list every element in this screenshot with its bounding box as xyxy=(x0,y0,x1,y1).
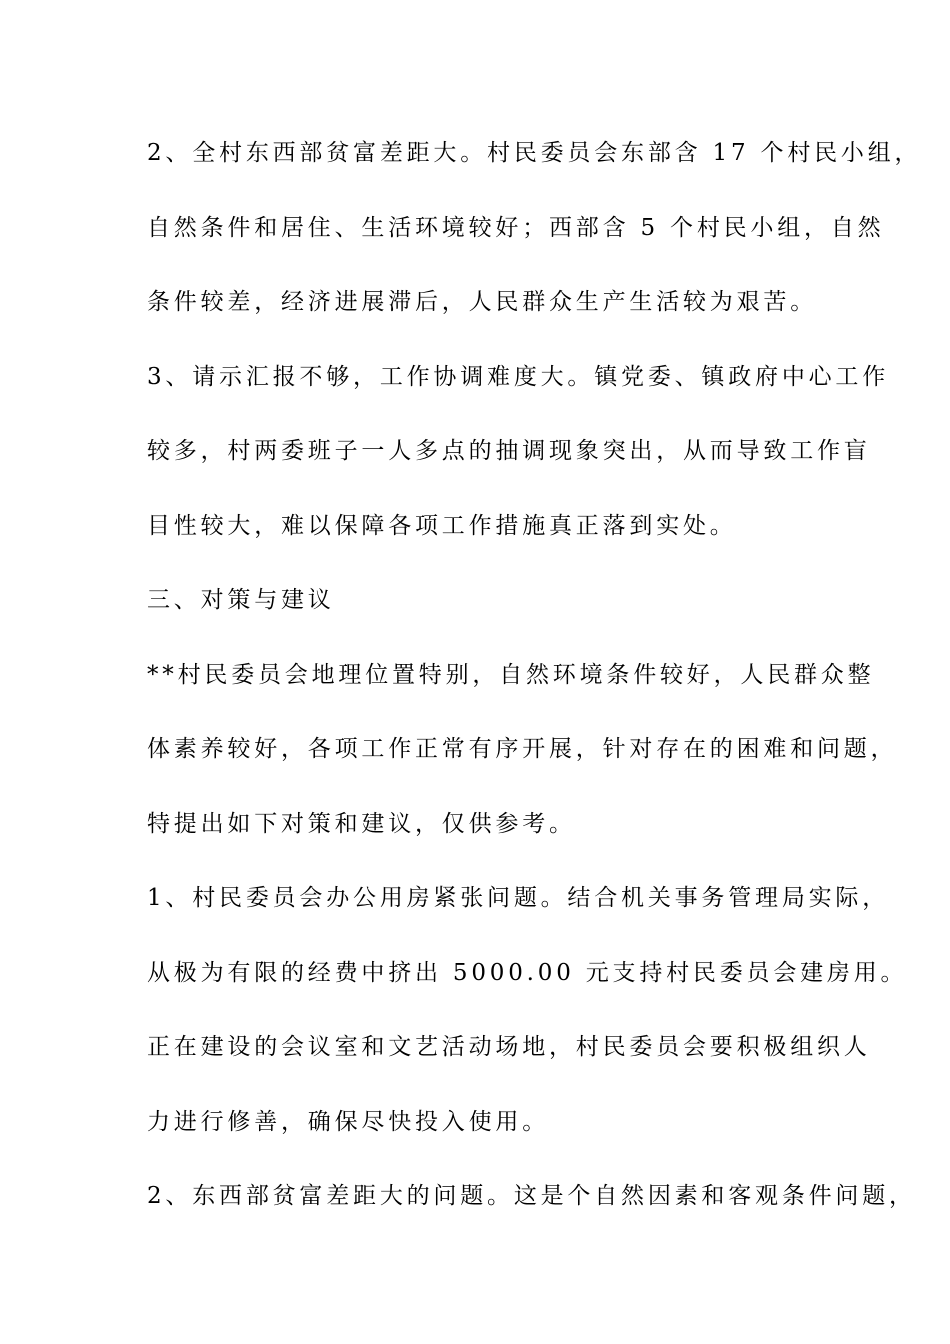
text-line: 1、村民委员会办公用房紧张问题。结合机关事务管理局实际， xyxy=(147,885,890,911)
text-line: 条件较差，经济进展滞后，人民群众生产生活较为艰苦。 xyxy=(147,289,817,315)
text-line: 正在建设的会议室和文艺活动场地，村民委员会要积极组织人 xyxy=(147,1034,871,1060)
text-line: 3、请示汇报不够，工作协调难度大。镇党委、镇政府中心工作 xyxy=(147,363,890,390)
text-line: **村民委员会地理位置特别，自然环境条件较好，人民群众整 xyxy=(147,661,875,688)
text-line: 较多，村两委班子一人多点的抽调现象突出，从而导致工作盲 xyxy=(147,438,871,464)
text-line: 自然条件和居住、生活环境较好；西部含 5 个村民小组，自然 xyxy=(147,214,885,241)
text-line: 2、东西部贫富差距大的问题。这是个自然因素和客观条件问题， xyxy=(147,1183,916,1209)
text-line: 目性较大，难以保障各项工作措施真正落到实处。 xyxy=(147,512,737,539)
section-heading: 三、对策与建议 xyxy=(147,587,335,613)
text-line: 从极为有限的经费中挤出 5000.00 元支持村民委员会建房用。 xyxy=(147,959,908,986)
text-line: 体素养较好，各项工作正常有序开展，针对存在的困难和问题， xyxy=(147,736,898,762)
text-line: 2、全村东西部贫富差距大。村民委员会东部含 17 个村民小组， xyxy=(147,140,922,166)
text-line: 力进行修善，确保尽快投入使用。 xyxy=(147,1108,549,1135)
text-line: 特提出如下对策和建议，仅供参考。 xyxy=(147,810,576,837)
document-body xyxy=(147,128,922,1246)
